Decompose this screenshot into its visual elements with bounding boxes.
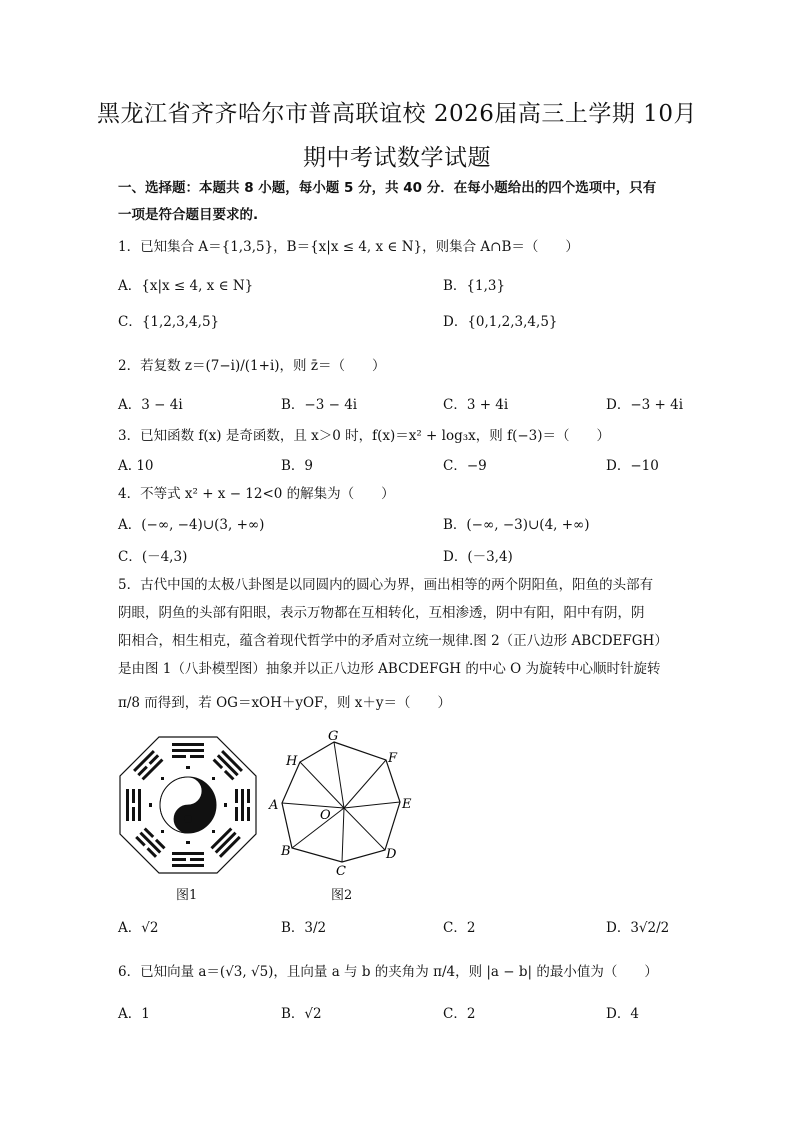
question-5-line-5: π/8 而得到，若 OG＝xOH＋yOF，则 x＋y＝（ ）: [118, 695, 451, 711]
question-2-option-b: B．−3 − 4i: [281, 397, 358, 413]
exam-title-line-1: 黑龙江省齐齐哈尔市普高联谊校 2026届高三上学期 10月: [97, 101, 697, 127]
question-2-option-a: A．3 − 4i: [118, 397, 183, 413]
octagon-spokes: [282, 742, 400, 862]
vertex-label-h: H: [286, 754, 298, 769]
question-4-option-c: C．(－4,3): [118, 549, 188, 565]
question-4-option-a: A．(−∞, −4)∪(3, +∞): [118, 517, 265, 533]
exam-title-line-2: 期中考试数学试题: [303, 145, 491, 171]
question-3-option-d: D．−10: [606, 458, 659, 474]
question-1-stem: 1．已知集合 A＝{1,3,5}，B＝{x|x ≤ 4, x ∈ N}，则集合 A∩B＝（ ）: [118, 239, 579, 255]
question-1-option-d: D．{0,1,2,3,4,5}: [443, 314, 558, 330]
question-3-stem: 3．已知函数 f(x) 是奇函数，且 x＞0 时，f(x)＝x² + log₃x，则 f(−3)＝（ ）: [118, 428, 610, 444]
vertex-label-b: B: [281, 844, 291, 859]
question-5-line-4: 是由图 1（八卦模型图）抽象并以正八边形 ABCDEFGH 的中心 O 为旋转中心顺时针旋转: [118, 661, 661, 677]
section-heading: [118, 175, 678, 229]
vertex-label-d: D: [386, 847, 397, 862]
center-label-o: O: [320, 808, 331, 823]
question-6-option-c: C．2: [443, 1006, 476, 1022]
question-3-option-b: B．9: [281, 458, 314, 474]
question-5-option-d: D．3√2/2: [606, 920, 670, 936]
question-1-option-a: A．{x|x ≤ 4, x ∈ N}: [118, 278, 254, 294]
question-5-line-3: 阳相合，相生相克，蕴含着现代哲学中的矛盾对立统一规律.图 2（正八边形 ABCDEFGH）: [118, 633, 668, 649]
question-5-option-c: C．2: [443, 920, 476, 936]
question-1-option-c: C．{1,2,3,4,5}: [118, 314, 220, 330]
figure-1-caption: 图1: [176, 888, 198, 903]
question-5-option-b: B．3/2: [281, 920, 327, 936]
vertex-label-e: E: [402, 797, 412, 812]
question-4-stem: 4．不等式 x² + x − 12<0 的解集为（ ）: [118, 486, 395, 502]
question-6-option-d: D．4: [606, 1006, 639, 1022]
section-heading-line-2: 一项是符合题目要求的.: [118, 207, 259, 223]
question-4-option-b: B．(−∞, −3)∪(4, +∞): [443, 517, 590, 533]
question-6-option-b: B．√2: [281, 1006, 322, 1022]
octagon-figure: [262, 730, 422, 880]
vertex-label-c: C: [336, 864, 346, 879]
vertex-label-f: F: [388, 751, 398, 766]
question-5-line-1: 5．古代中国的太极八卦图是以同圆内的圆心为界，画出相等的两个阴阳鱼，阳鱼的头部有: [118, 577, 654, 593]
question-1-option-b: B．{1,3}: [443, 278, 506, 294]
question-2-stem: 2．若复数 z＝(7−i)/(1+i)，则 z̄＝（ ）: [118, 358, 386, 374]
question-2-option-d: D．−3 + 4i: [606, 397, 684, 413]
section-heading-line-1: 一、选择题：本题共 8 小题，每小题 5 分，共 40 分．在每小题给出的四个选项中，只有: [118, 180, 657, 196]
vertex-label-a: A: [269, 798, 279, 813]
figure-2-caption: 图2: [331, 888, 353, 903]
bagua-figure: [118, 735, 258, 875]
question-3-option-c: C．−9: [443, 458, 487, 474]
question-3-option-a: A. 10: [118, 458, 154, 474]
question-4-option-d: D．(－3,4): [443, 549, 513, 565]
regular-octagon: [282, 742, 400, 862]
taiji-symbol: [160, 777, 216, 833]
question-5-option-a: A．√2: [118, 920, 159, 936]
question-6-option-a: A．1: [118, 1006, 150, 1022]
question-5-line-2: 阴眼，阴鱼的头部有阳眼，表示万物都在互相转化，互相渗透，阴中有阳，阳中有阴，阴: [118, 605, 645, 621]
vertex-label-g: G: [328, 730, 339, 744]
question-5-stem: [118, 571, 678, 717]
question-6-stem: 6．已知向量 a＝(√3, √5)，且向量 a 与 b 的夹角为 π/4，则 |a − b| 的最小值为（ ）: [118, 964, 658, 980]
question-2-option-c: C．3 + 4i: [443, 397, 509, 413]
